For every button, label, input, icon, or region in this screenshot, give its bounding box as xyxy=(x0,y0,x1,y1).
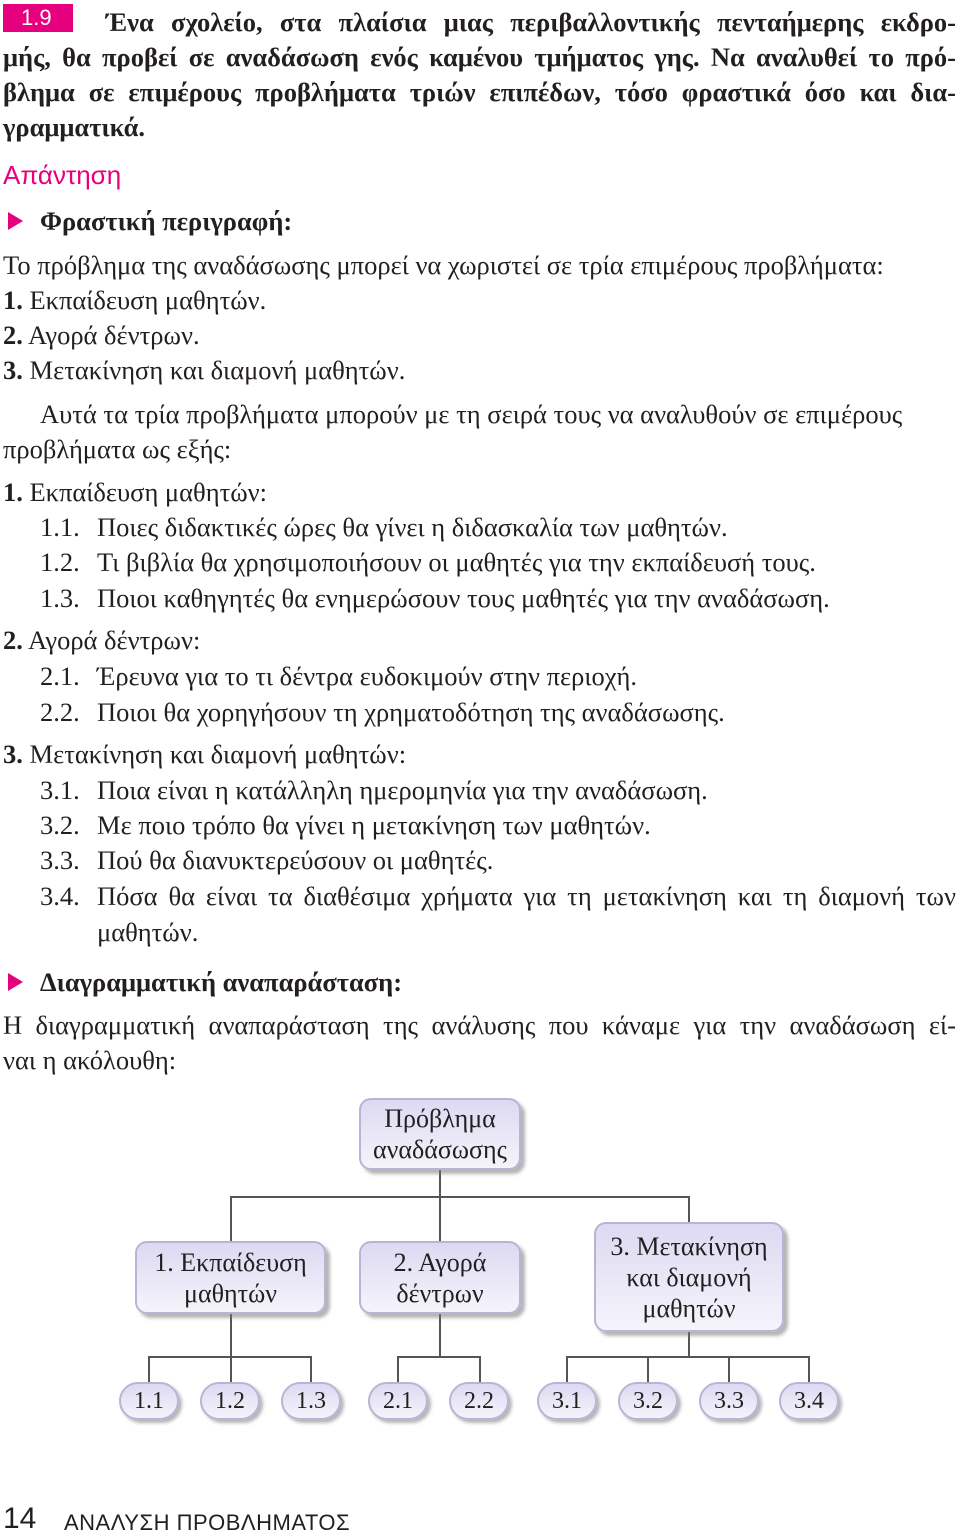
top-item xyxy=(3,282,266,318)
exercise-statement-line-3: βλημα σε επιμέρους προβλήματα τριών επιπέδων, τόσο φραστικά όσο και δια- xyxy=(3,77,956,107)
diagram-leaf-node: 3.3 xyxy=(699,1382,759,1420)
node-text-line: και διαμονή xyxy=(626,1262,752,1292)
sub-item-text-continuation: μαθητών. xyxy=(97,917,199,947)
diagram-leaf-node: 1.1 xyxy=(119,1382,179,1420)
group-number: 3. xyxy=(3,739,23,769)
connector-line xyxy=(439,1168,441,1198)
group-title xyxy=(3,736,406,772)
group-title-text: Εκπαίδευση μαθητών: xyxy=(29,477,268,507)
exercise-statement-line-4: γραμματικά. xyxy=(3,112,145,142)
connector-line xyxy=(230,1196,232,1242)
chapter-title: ΑΝΑΛΥΣΗ ΠΡΟΒΛΗΜΑΤΟΣ xyxy=(64,1510,351,1535)
top-item xyxy=(3,352,405,388)
diagram-leaf-node: 3.2 xyxy=(618,1382,678,1420)
top-item xyxy=(3,317,200,353)
page-number: 14 xyxy=(3,1502,37,1535)
paragraph-line-2: προβλήματα ως εξής: xyxy=(3,434,232,464)
section-bullet-icon xyxy=(8,973,23,991)
diagram-leaf-node: 1.3 xyxy=(281,1382,341,1420)
node-text-line: Πρόβλημα xyxy=(384,1104,496,1133)
item-text: Αγορά δέντρων. xyxy=(28,320,200,350)
item-text: Μετακίνηση και διαμονή μαθητών. xyxy=(29,355,406,385)
group-number: 2. xyxy=(3,625,23,655)
node-text-line: μαθητών xyxy=(184,1278,277,1308)
answer-label: Απάντηση xyxy=(3,160,122,190)
node-text-line: 1. Εκπαίδευση xyxy=(154,1247,307,1277)
diagram-leaf-node: 2.2 xyxy=(449,1382,509,1420)
exercise-statement-line-2: μής, θα προβεί σε αναδάσωση ενός καμένου τμήματος γης. Να αναλυθεί το πρό- xyxy=(3,42,956,72)
sub-item-text: Ποια είναι η κατάλληλη ημερομηνία για την αναδάσωση. xyxy=(97,775,708,805)
connector-line xyxy=(230,1196,690,1198)
sub-item-text: Πού θα διανυκτερεύσουν οι μαθητές. xyxy=(97,845,494,875)
connector-line xyxy=(310,1356,312,1384)
item-number: 2. xyxy=(3,320,23,350)
sub-item-number: 2.2. xyxy=(40,697,80,727)
sub-item-number: 3.2. xyxy=(40,810,80,840)
diagram-leaf-node: 2.1 xyxy=(368,1382,428,1420)
sub-item-text: Ποιοι καθηγητές θα ενημερώσουν τους μαθητές για την αναδάσωση. xyxy=(97,583,830,613)
diagram-node-trees xyxy=(359,1241,521,1314)
diagram-node-transport xyxy=(594,1222,784,1332)
sub-item-text: Τι βιβλία θα χρησιμοποιήσουν οι μαθητές για την εκπαίδευσή τους. xyxy=(97,547,816,577)
sub-item-text: Έρευνα για το τι δέντρα ευδοκιμούν στην περιοχή. xyxy=(97,661,638,691)
item-number: 3. xyxy=(3,355,23,385)
connector-line xyxy=(397,1356,481,1358)
connector-line xyxy=(728,1356,730,1384)
group-title-text: Αγορά δέντρων: xyxy=(28,625,201,655)
sub-item-number: 1.3. xyxy=(40,583,80,613)
group-title xyxy=(3,474,267,510)
node-text-line: 2. Αγορά xyxy=(393,1247,487,1277)
item-text: Εκπαίδευση μαθητών. xyxy=(29,285,267,315)
node-text-line: 3. Μετακίνηση xyxy=(610,1231,768,1261)
exercise-number-badge: 1.9 xyxy=(3,4,73,32)
paragraph-line-1: Αυτά τα τρία προβλήματα μπορούν με τη σειρά τους να αναλυθούν σε επιμέρους xyxy=(40,399,903,429)
connector-line xyxy=(479,1356,481,1384)
sub-item-number: 3.3. xyxy=(40,845,80,875)
connector-line xyxy=(148,1356,150,1384)
group-title-text: Μετακίνηση και διαμονή μαθητών: xyxy=(29,739,407,769)
connector-line xyxy=(230,1312,232,1358)
sub-item-text: Με ποιο τρόπο θα γίνει η μετακίνηση των μαθητών. xyxy=(97,810,651,840)
diagram-leaf-node: 1.2 xyxy=(200,1382,260,1420)
connector-line xyxy=(808,1356,810,1384)
group-number: 1. xyxy=(3,477,23,507)
node-text-line: μαθητών xyxy=(642,1293,736,1323)
node-text-line: δέντρων xyxy=(396,1278,484,1308)
diagram-leaf-node: 3.1 xyxy=(537,1382,597,1420)
connector-line xyxy=(566,1356,568,1384)
connector-line xyxy=(397,1356,399,1384)
connector-line xyxy=(439,1196,441,1242)
sub-item-number: 3.4. xyxy=(40,881,80,911)
connector-line xyxy=(688,1196,690,1224)
sub-item-number: 1.2. xyxy=(40,547,80,577)
connector-line xyxy=(647,1356,649,1384)
sub-item-text: Ποιες διδακτικές ώρες θα γίνει η διδασκαλία των μαθητών. xyxy=(97,512,728,542)
sub-item-text: Πόσα θα είναι τα διαθέσιμα χρήματα για τη μετακίνηση και τη διαμονή των xyxy=(97,881,956,911)
diagram-root-node xyxy=(359,1098,521,1170)
group-title xyxy=(3,622,200,658)
connector-line xyxy=(439,1312,441,1358)
verbal-intro: Το πρόβλημα της αναδάσωσης μπορεί να χωριστεί σε τρία επιμέρους προβλήματα: xyxy=(3,250,884,280)
diagrammatic-heading: Διαγραμματική αναπαράσταση: xyxy=(40,967,403,997)
sub-item-text: Ποιοι θα χορηγήσουν τη χρηματοδότηση της αναδάσωσης. xyxy=(97,697,725,727)
item-number: 1. xyxy=(3,285,23,315)
sub-item-number: 3.1. xyxy=(40,775,80,805)
diagram-node-education xyxy=(135,1241,326,1314)
connector-line xyxy=(688,1330,690,1358)
node-text-line: αναδάσωσης xyxy=(373,1135,507,1164)
connector-line xyxy=(566,1356,810,1358)
diagram-leaf-node: 3.4 xyxy=(779,1382,839,1420)
verbal-heading: Φραστική περιγραφή: xyxy=(40,206,293,236)
exercise-statement-line-1: Ένα σχολείο, στα πλαίσια μιας περιβαλλοντικής πενταήμερης εκδρο- xyxy=(106,7,956,37)
section-bullet-icon xyxy=(8,212,23,230)
diagrammatic-intro-line-2: ναι η ακόλουθη: xyxy=(3,1045,177,1075)
diagrammatic-intro-line-1: Η διαγραμματική αναπαράσταση της ανάλυσης που κάναμε για την αναδάσωση εί- xyxy=(3,1010,956,1040)
connector-line xyxy=(230,1356,232,1384)
sub-item-number: 2.1. xyxy=(40,661,80,691)
sub-item-number: 1.1. xyxy=(40,512,80,542)
